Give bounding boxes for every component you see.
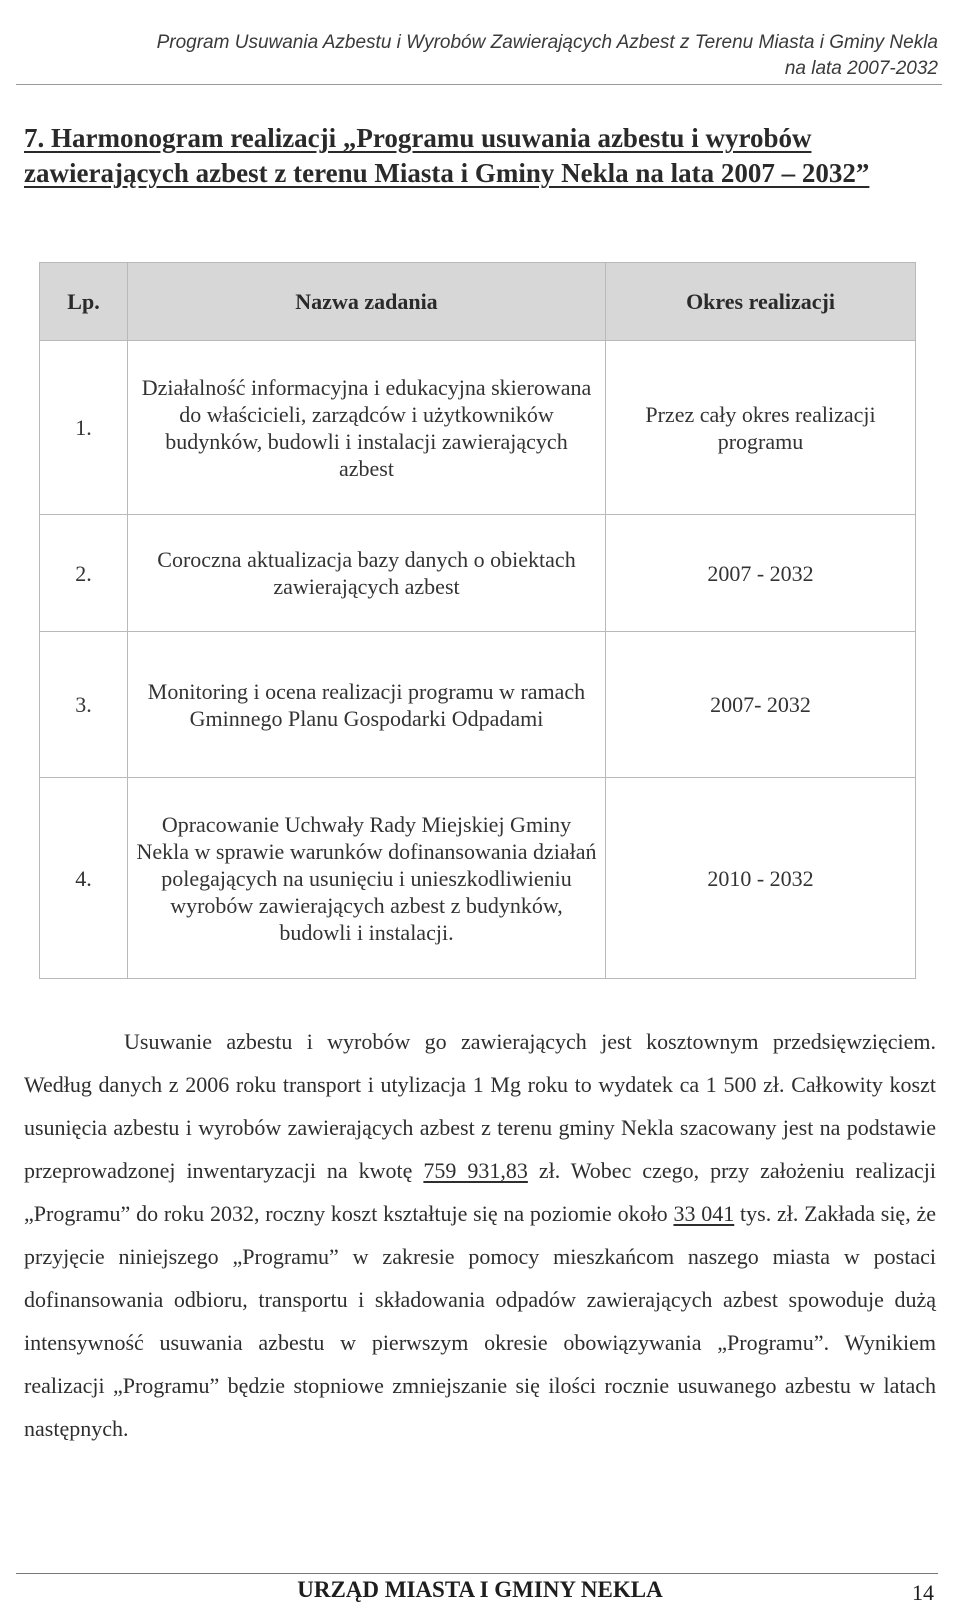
page-number: 14 [912, 1580, 934, 1605]
header-lp: Lp. [40, 263, 128, 341]
table-row [40, 515, 916, 632]
total-cost-amount: 759 931,83 [423, 1158, 528, 1183]
page-header [38, 30, 938, 82]
schedule-table [39, 262, 916, 979]
header-period: Okres realizacji [606, 263, 916, 341]
yearly-cost-amount: 33 041 [673, 1201, 735, 1226]
row-period: 2007- 2032 [606, 632, 916, 778]
row-period: 2007 - 2032 [606, 515, 916, 632]
row-period: 2010 - 2032 [606, 778, 916, 979]
row-lp: 1. [40, 341, 128, 515]
row-task: Działalność informacyjna i edukacyjna skierowana do właścicieli, zarządców i użytkowników budynków, budowli i instalacji zawierających azbest [128, 341, 606, 515]
row-lp: 4. [40, 778, 128, 979]
footer-title: URZĄD MIASTA I GMINY NEKLA [297, 1577, 663, 1602]
row-task: Opracowanie Uchwały Rady Miejskiej Gminy Nekla w sprawie warunków dofinansowania działań polegających na usunięciu i unieszkodliwieniu wyrobów zawierających azbest z budynków, budowli i instalacji. [128, 778, 606, 979]
row-lp: 2. [40, 515, 128, 632]
body-text-part-1: Usuwanie azbestu i wyrobów go zawierających jest kosztownym przedsięwzięciem. Według danych z 2006 roku transport i utylizacja 1 Mg roku to wydatek ca 1 500 zł. Całkowity koszt usunięcia azbestu i wyrobów zawierających azbest z terenu gminy Nekla szacowany jest na podstawie przeprowadzonej inwentaryzacji na kwotę [24, 1029, 936, 1183]
section-title: 7. Harmonogram realizacji „Programu usuwania azbestu i wyrobów zawierających azbest z terenu Miasta i Gminy Nekla na lata 2007 – 2032” [24, 123, 870, 188]
header-divider [16, 84, 942, 85]
table-header-row [40, 263, 916, 341]
header-line-2: na lata 2007-2032 [784, 58, 938, 79]
body-paragraph [24, 1020, 936, 1450]
table-row [40, 341, 916, 515]
row-lp: 3. [40, 632, 128, 778]
body-text-part-3: tys. zł. Zakłada się, że przyjęcie niniejszego „Programu” w zakresie pomocy mieszkańcom naszego miasta w postaci dofinansowania odbioru, transportu i składowania odpadów zawierających azbest spowoduje dużą intensywność usuwania azbestu w pierwszym okresie obowiązywania „Programu”. Wynikiem realizacji „Programu” będzie stopniowe zmniejszanie się ilości rocznie usuwanego azbestu w latach następnych. [24, 1201, 937, 1441]
row-task: Coroczna aktualizacja bazy danych o obiektach zawierających azbest [128, 515, 606, 632]
row-task: Monitoring i ocena realizacji programu w ramach Gminnego Planu Gospodarki Odpadami [128, 632, 606, 778]
table-row [40, 778, 916, 979]
table-row [40, 632, 916, 778]
header-task-name: Nazwa zadania [128, 263, 606, 341]
row-period: Przez cały okres realizacji programu [606, 341, 916, 515]
header-line-1: Program Usuwania Azbestu i Wyrobów Zawierających Azbest z Terenu Miasta i Gminy Nekla [156, 32, 938, 53]
body-text-part-2: zł. Wobec czego, przy założeniu realizacji „Programu” do roku 2032, roczny koszt kształtuje się na poziomie około [24, 1158, 936, 1226]
